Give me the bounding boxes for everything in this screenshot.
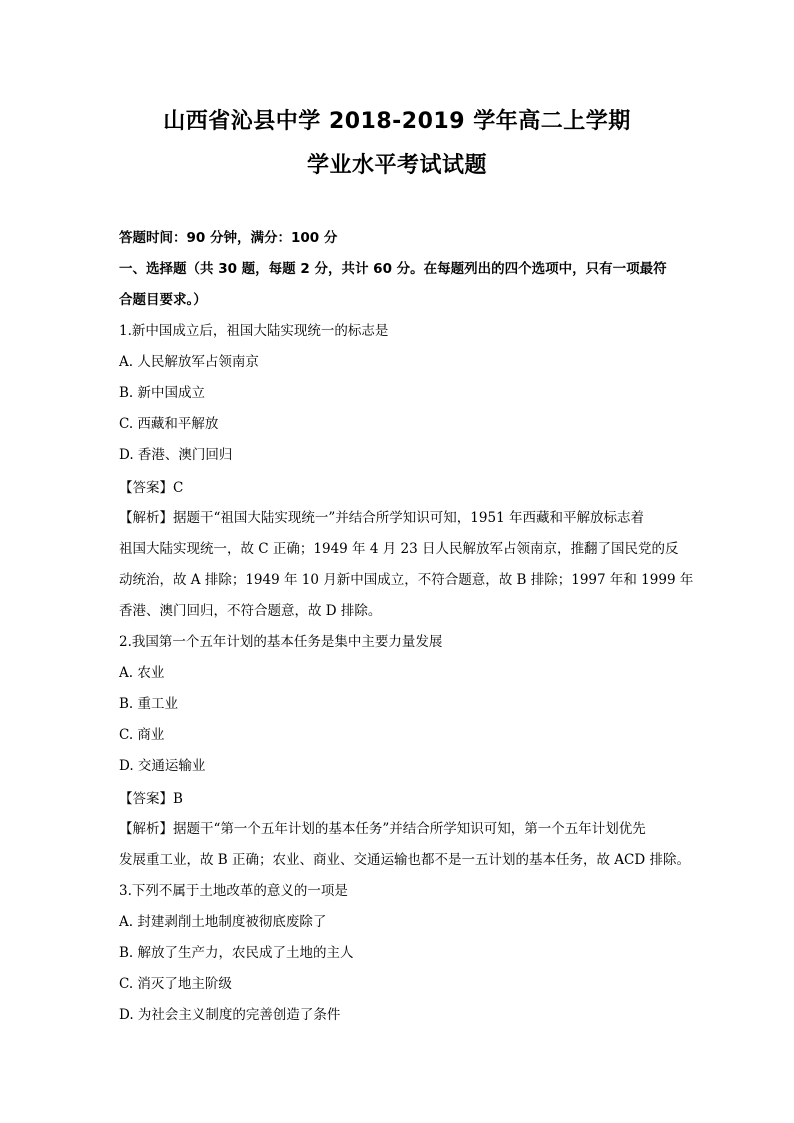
question-option: C. 消灭了地主阶级 [119,976,232,992]
answer-label: 【答案】C [119,480,184,496]
question-option: D. 为社会主义制度的完善创造了条件 [119,1007,341,1023]
question-stem: 1.新中国成立后，祖国大陆实现统一的标志是 [119,323,389,339]
document-subtitle: 学业水平考试试题 [306,153,487,178]
analysis-text: 祖国大陆实现统一，故 C 正确；1949 年 4 月 23 日人民解放军占领南京，推翻了国民党的反 [119,541,679,557]
question-option: A. 农业 [119,665,165,681]
question-option: B. 重工业 [119,696,179,712]
question-stem: 3.下列不属于土地改革的意义的一项是 [119,883,348,899]
question-option: C. 西藏和平解放 [119,416,219,432]
question-option: C. 商业 [119,727,165,743]
analysis-text: 【解析】据题干“祖国大陆实现统一”并结合所学知识可知，1951 年西藏和平解放标志着 [119,510,644,526]
exam-time-info: 答题时间：90 分钟，满分：100 分 [119,230,338,246]
question-option: B. 新中国成立 [119,385,206,401]
question-option: D. 交通运输业 [119,758,206,774]
question-option: B. 解放了生产力，农民成了土地的主人 [119,945,354,961]
question-option: A. 封建剥削土地制度被彻底废除了 [119,914,327,930]
question-option: D. 香港、澳门回归 [119,447,233,463]
question-stem: 2.我国第一个五年计划的基本任务是集中主要力量发展 [119,634,443,650]
analysis-text: 动统治，故 A 排除；1949 年 10 月新中国成立，不符合题意，故 B 排除；1997 年和 1999 年 [119,572,694,588]
document-title: 山西省沁县中学 2018-2019 学年高二上学期 [163,109,631,134]
analysis-text: 发展重工业，故 B 正确；农业、商业、交通运输也都不是一五计划的基本任务，故 ACD 排除。 [119,852,690,868]
answer-label: 【答案】B [119,791,183,807]
question-option: A. 人民解放军占领南京 [119,354,259,370]
section-instruction: 一、选择题（共 30 题，每题 2 分，共计 60 分。在每题列出的四个选项中，只有一项最符 [119,261,667,277]
analysis-text: 香港、澳门回归，不符合题意，故 D 排除。 [119,603,382,619]
analysis-text: 【解析】据题干“第一个五年计划的基本任务”并结合所学知识可知，第一个五年计划优先 [119,821,646,837]
section-instruction-cont: 合题目要求。） [119,292,207,308]
